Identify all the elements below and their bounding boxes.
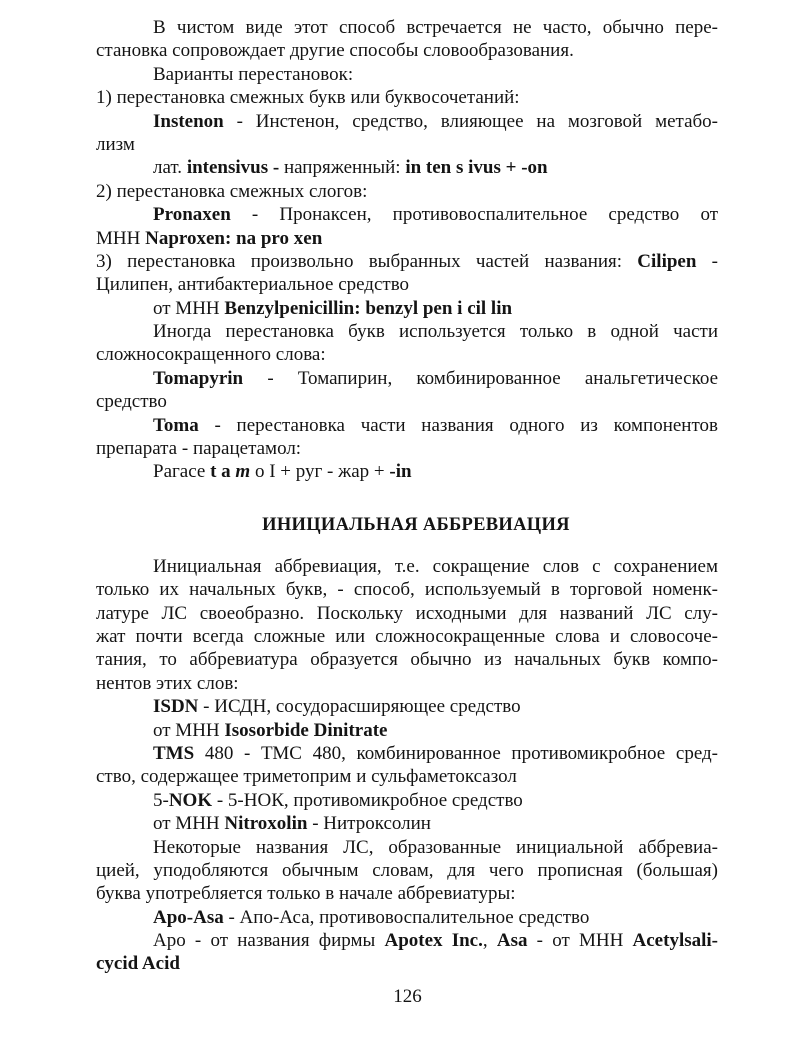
bold-term: ISDN bbox=[153, 696, 199, 718]
text-run: Инициальная аббревиация, т.е. сокращение слов с сохранением bbox=[153, 555, 718, 577]
text-run: Некоторые названия ЛС, образованные инициальной аббревиа- bbox=[153, 836, 718, 858]
page-number: 126 bbox=[393, 986, 422, 1007]
bold-term: Asa bbox=[496, 930, 528, 952]
text-line bbox=[96, 742, 718, 765]
text-line bbox=[96, 367, 718, 390]
bold-term: TMS bbox=[153, 742, 195, 764]
text-run: буква употребляется только в начале аббревиатуры: bbox=[96, 883, 516, 905]
text-run: В чистом виде этот способ встречается не часто, обычно пере- bbox=[153, 17, 718, 38]
text-run: латуре ЛС своеобразно. Поскольку исходными для названий ЛС слу- bbox=[96, 602, 718, 624]
text-run: ство, содержащее триметоприм и сульфаметоксазол bbox=[96, 766, 517, 788]
text-run: Иногда перестановка букв используется только в одной части bbox=[153, 321, 718, 343]
bold-term: t a bbox=[210, 461, 236, 483]
text-line bbox=[96, 203, 718, 226]
text-run: тания, то аббревиатура образуется обычно из начальных букв компо- bbox=[96, 649, 718, 671]
bold-term: Apotex Inc. bbox=[384, 930, 483, 952]
text-line bbox=[96, 39, 718, 62]
bold-term: Acetylsali- bbox=[632, 930, 719, 952]
text-run: - Апо-Аса, противовоспалительное средство bbox=[223, 906, 590, 928]
text-line bbox=[96, 250, 718, 273]
text-run: - Инстенон, средство, влияющее на мозговой метабо- bbox=[223, 110, 718, 132]
text-line bbox=[96, 836, 718, 859]
text-line bbox=[96, 133, 718, 156]
text-line bbox=[96, 156, 718, 179]
section-heading: ИНИЦИАЛЬНАЯ АББРЕВИАЦИЯ bbox=[262, 514, 570, 535]
text-run: Аро - от названия фирмы bbox=[153, 930, 385, 952]
bold-term: cycid Acid bbox=[96, 953, 180, 975]
text-run: Рагасе bbox=[153, 461, 211, 483]
text-line bbox=[96, 859, 718, 882]
bold-term: Naproxen: na pro xen bbox=[145, 227, 323, 249]
text-line bbox=[96, 343, 718, 366]
text-line bbox=[96, 929, 718, 952]
text-run: - перестановка части названия одного из компонентов bbox=[198, 414, 718, 436]
text-line bbox=[96, 460, 718, 483]
text-run: - Томапирин, комбинированное анальгетическое bbox=[243, 367, 718, 389]
text-run: напряженный: bbox=[283, 157, 406, 179]
bold-term: Isosorbide Dinitrate bbox=[224, 719, 388, 741]
text-run: 5- bbox=[153, 789, 169, 811]
bold-term: m bbox=[235, 461, 251, 483]
text-line bbox=[96, 695, 718, 718]
text-line bbox=[96, 906, 718, 929]
text-line bbox=[96, 952, 718, 975]
text-run: Варианты перестановок: bbox=[153, 63, 354, 85]
bold-term: -in bbox=[389, 461, 412, 483]
bold-term: NOK bbox=[168, 789, 213, 811]
text-run: МНН bbox=[96, 227, 146, 249]
text-line bbox=[96, 602, 718, 625]
text-line bbox=[96, 437, 718, 460]
text-line bbox=[96, 648, 718, 671]
text-line bbox=[96, 882, 718, 905]
text-run: 2) перестановка смежных слогов: bbox=[96, 180, 368, 202]
text-line bbox=[96, 555, 718, 578]
bold-term: Pronaxen bbox=[153, 204, 231, 226]
text-run: - от МНН bbox=[527, 930, 633, 952]
text-run: от МНН bbox=[153, 297, 225, 319]
bold-term: Toma bbox=[153, 414, 199, 436]
text-line bbox=[96, 110, 718, 133]
text-run: от МНН bbox=[153, 719, 225, 741]
text-run: препарата - парацетамол: bbox=[96, 438, 302, 460]
text-line bbox=[96, 86, 718, 109]
document-page bbox=[96, 16, 718, 976]
text-line bbox=[96, 273, 718, 296]
text-run: средство bbox=[96, 391, 167, 413]
text-run: - bbox=[696, 250, 718, 272]
text-line bbox=[96, 63, 718, 86]
bold-term: Tomapyrin bbox=[153, 367, 244, 389]
text-line bbox=[96, 719, 718, 742]
text-run: 1) перестановка смежных букв или буквосочетаний: bbox=[96, 87, 520, 109]
paragraphs-after-heading bbox=[96, 555, 718, 976]
text-run: 480 - ТМС 480, комбинированное противомикробное сред- bbox=[194, 742, 718, 764]
text-run: жат почти всегда сложные или сложносокращенные слова и словосоче- bbox=[96, 625, 718, 647]
text-run: от МНН bbox=[153, 813, 225, 835]
text-run: , bbox=[482, 930, 497, 952]
text-line bbox=[96, 390, 718, 413]
text-run: Цилипен, антибактериальное средство bbox=[96, 274, 410, 296]
text-run: - 5-НОК, противомикробное средство bbox=[212, 789, 523, 811]
text-run: - Нитроксолин bbox=[307, 813, 431, 835]
text-run: - Пронаксен, противовоспалительное средство от bbox=[230, 204, 718, 226]
text-line bbox=[96, 625, 718, 648]
text-run: 3) перестановка произвольно выбранных частей названия: bbox=[96, 250, 638, 272]
bold-term: Apo-Asa bbox=[153, 906, 224, 928]
text-run: только их начальных букв, - способ, используемый в торговой номенк- bbox=[96, 579, 718, 601]
bold-term: Nitroxolin bbox=[224, 813, 308, 835]
bold-term: Benzylpenicillin: benzyl pen i cil lin bbox=[224, 297, 513, 319]
text-run: нентов этих слов: bbox=[96, 672, 239, 694]
text-line bbox=[96, 320, 718, 343]
text-run: цией, уподобляются обычным словам, для чего прописная (большая) bbox=[96, 859, 718, 881]
text-line bbox=[96, 16, 718, 39]
bold-term: Cilipen bbox=[637, 250, 697, 272]
bold-term: in ten s ivus + -on bbox=[405, 157, 548, 179]
text-line bbox=[96, 812, 718, 835]
text-run: о I + руг - жар + bbox=[250, 461, 390, 483]
text-line bbox=[96, 180, 718, 203]
text-run: сложносокращенного слова: bbox=[96, 344, 326, 366]
text-line bbox=[96, 789, 718, 812]
text-line bbox=[96, 672, 718, 695]
text-run: становка сопровождает другие способы словообразования. bbox=[96, 40, 574, 62]
text-run: - ИСДН, сосудорасширяющее средство bbox=[198, 696, 521, 718]
bold-term: intensivus - bbox=[186, 157, 284, 179]
text-line bbox=[96, 578, 718, 601]
text-run: лат. bbox=[153, 157, 187, 179]
text-run: лизм bbox=[96, 133, 135, 155]
text-line bbox=[96, 414, 718, 437]
bold-term: Instenon bbox=[153, 110, 224, 132]
text-line bbox=[96, 297, 718, 320]
paragraphs-before-heading bbox=[96, 16, 718, 484]
text-line bbox=[96, 227, 718, 250]
text-line bbox=[96, 765, 718, 788]
